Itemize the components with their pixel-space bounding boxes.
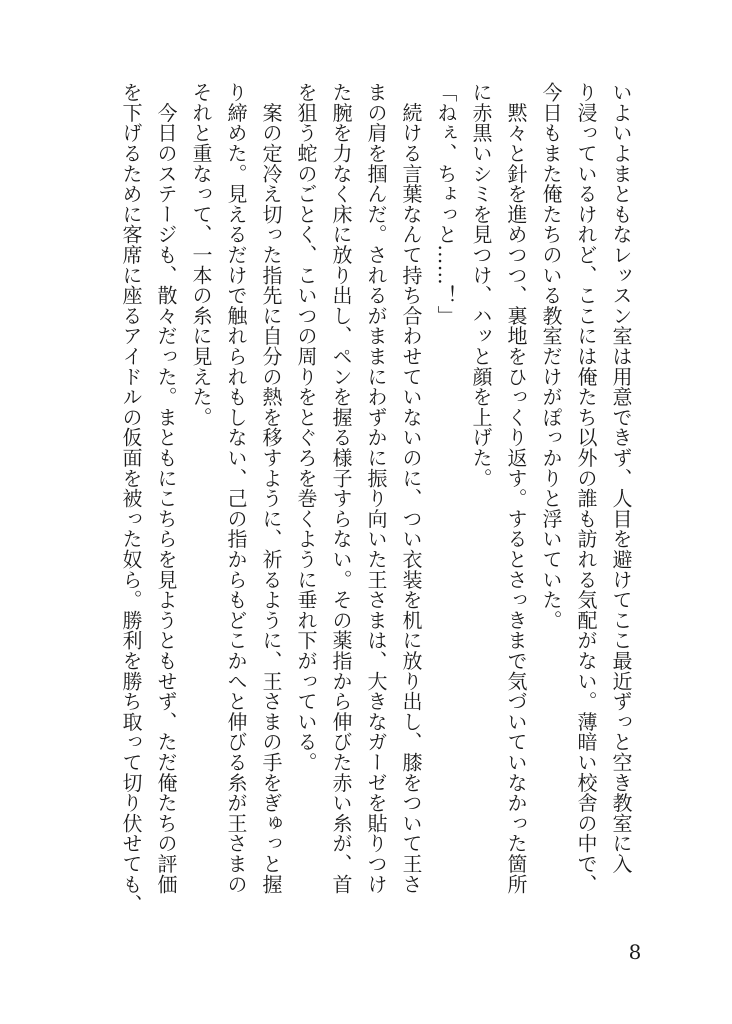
text-line: た腕を力なく床に放り出し、ペンを握る様子すらない。その薬指から伸びた赤い糸が、首: [329, 82, 353, 894]
vertical-text-body: [119, 82, 638, 922]
text-line: 今日のステージも、散々だった。まともにこちらを見ようともせず、ただ俺たちの評価: [154, 82, 178, 894]
text-line: 続ける言葉なんて持ち合わせていないのに、つい衣装を机に放り出し、膝をついて王さ: [399, 82, 423, 894]
text-line: いよいよまともなレッスン室は用意できず、人目を避けてここ最近ずっと空き教室に入: [609, 82, 633, 874]
page-number: 8: [628, 940, 642, 964]
text-line: 案の定冷え切った指先に自分の熱を移すように、祈るように、王さまの手をぎゅっと握: [259, 82, 283, 894]
text-line: 今日もまた俺たちのいる教室だけがぽっかりと浮いていた。: [539, 82, 563, 631]
text-line: それと重なって、一本の糸に見えた。: [189, 82, 213, 428]
text-line: り締めた。見えるだけで触れられもしない、己の指からもどこかへと伸びる糸が王さまの: [224, 82, 248, 894]
text-line: を下げるために客席に座るアイドルの仮面を被った奴ら。勝利を勝ち取って切り伏せても、: [119, 82, 143, 915]
text-line: まの肩を掴んだ。されるがままにわずかに振り向いた王さまは、大きなガーゼを貼りつけ: [364, 82, 388, 894]
text-line: を狙う蛇のごとく、こいつの周りをとぐろを巻くように垂れ下がっている。: [294, 82, 318, 773]
text-line: 「ねぇ、ちょっと……！」: [434, 82, 458, 326]
text-line: 黙々と針を進めつつ、裏地をひっくり返す。するとさっきまで気づいていなかった箇所: [504, 82, 528, 894]
text-line: に赤黒いシミを見つけ、ハッと顔を上げた。: [469, 82, 493, 488]
text-line: り浸っているけれど、ここには俺たち以外の誰も訪れる気配がない。薄暗い校舎の中で、: [574, 82, 598, 894]
